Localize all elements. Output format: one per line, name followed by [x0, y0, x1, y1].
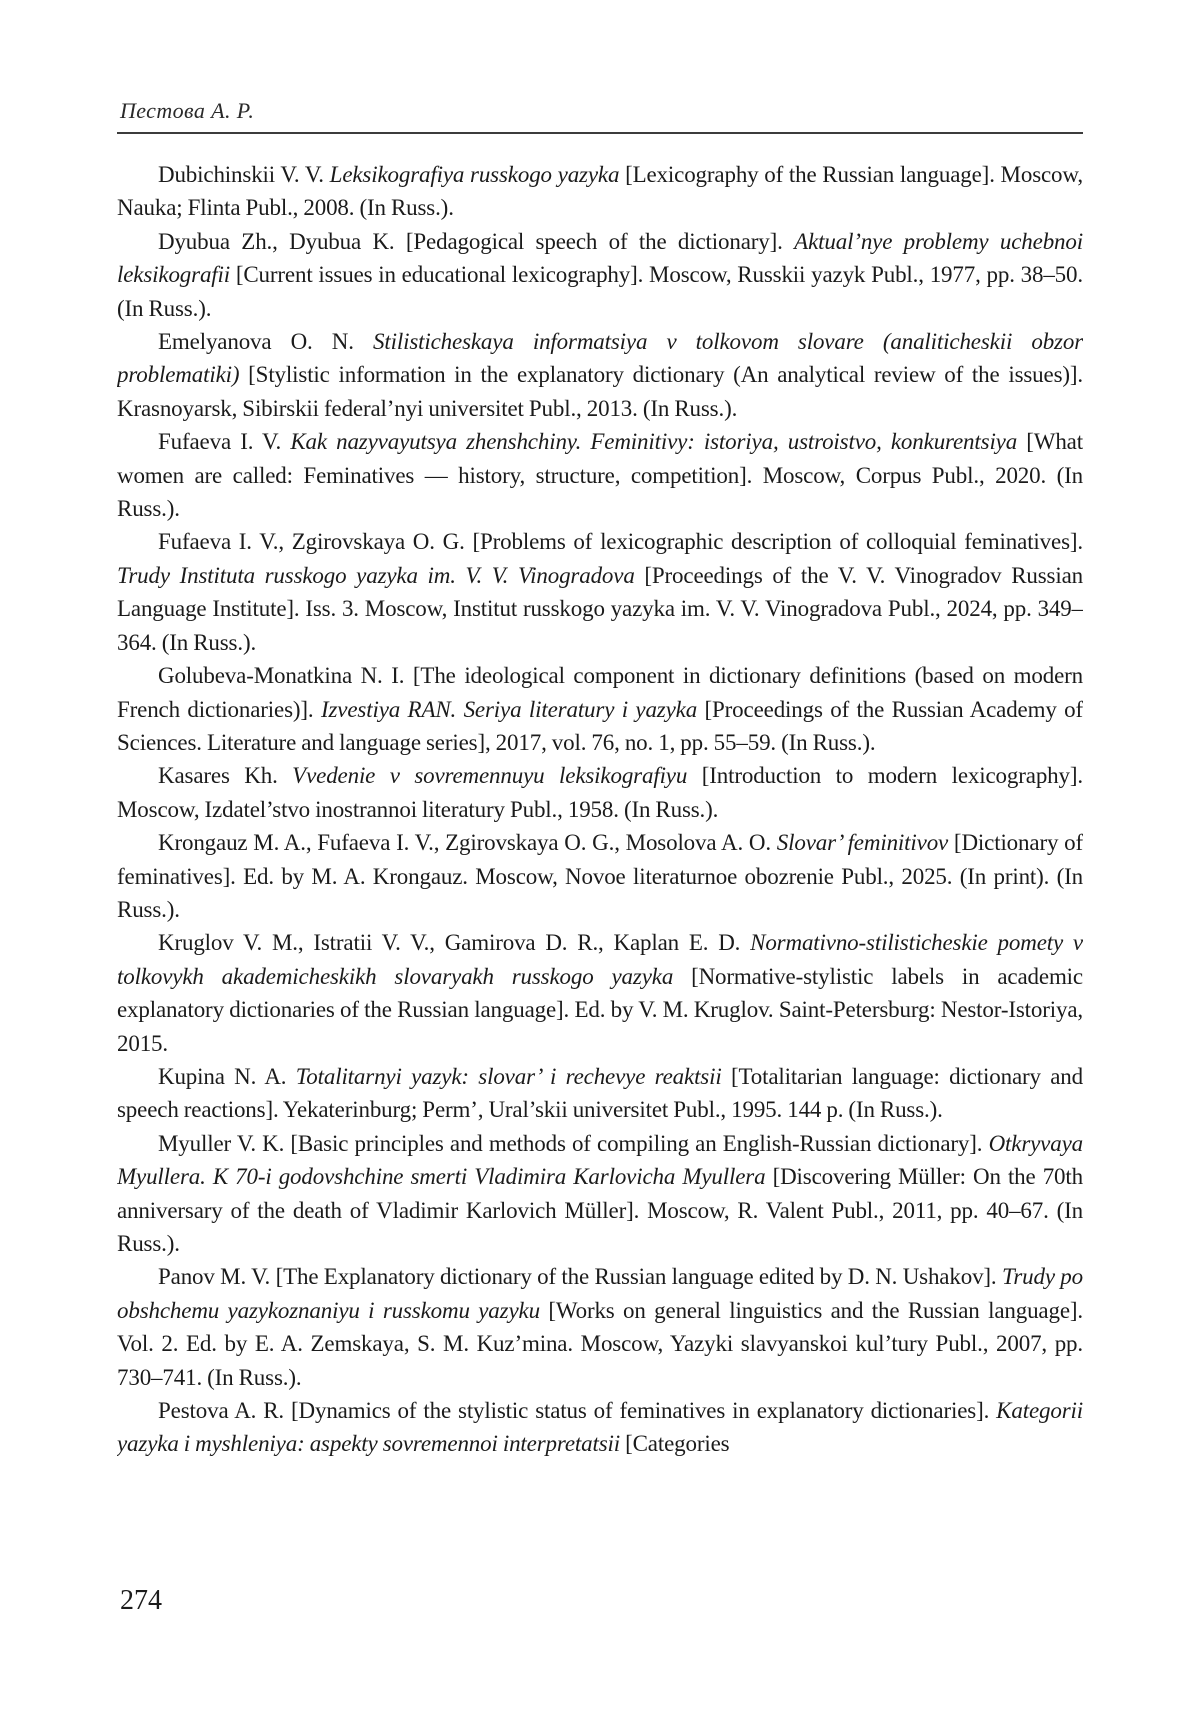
reference-entry	[117, 1060, 1083, 1127]
reference-entry	[117, 1260, 1083, 1394]
reference-text: [What women are called: Feminatives — history, structure, competition]. Moscow, Corpus Publ., 2020. (In Russ.).	[117, 429, 1083, 522]
reference-text: [Discovering Müller: On the 70th anniversary of the death of Vladimir Karlovich Müller]. Moscow, R. Valent Publ., 2011, pp. 40–67. (In Russ.).	[117, 1164, 1083, 1256]
reference-title-transliterated: Totalitarnyi yazyk: slovar’ i rechevye reaktsii	[295, 1063, 722, 1089]
reference-entry	[117, 926, 1083, 1060]
reference-title-transliterated: Kak nazyvayutsya zhenshchiny. Feminitivy: istoriya, ustroistvo, konkurentsiya	[290, 429, 1018, 455]
references-list	[117, 158, 1083, 1594]
reference-text: [Normative-stylistic labels in academic explanatory dictionaries of the Russian language]. Ed. by V. M. Kruglov. Saint-Petersburg: Nestor-Istoriya, 2015.	[117, 963, 1083, 1056]
reference-text: Pestova A. R. [Dynamics of the stylistic status of feminatives in explanatory dictionaries].	[158, 1398, 997, 1424]
reference-entry	[117, 759, 1083, 826]
reference-text: Fufaeva I. V.	[158, 429, 291, 455]
reference-text: [Totalitarian language: dictionary and speech reactions]. Yekaterinburg; Perm’, Ural’skii universitet Publ., 1995. 144 p. (In Russ.).	[117, 1063, 1083, 1123]
reference-text: Golubeva-Monatkina N. I. [The ideological component in dictionary definitions (based on modern French dictionaries)].	[117, 663, 1083, 722]
reference-text: [Lexicography of the Russian language]. Moscow, Nauka; Flinta Publ., 2008. (In Russ.).	[117, 162, 1083, 221]
reference-text: Emelyanova O. N.	[158, 329, 374, 355]
reference-title-transliterated: Kategorii yazyka i myshleniya: aspekty sovremennoi interpretatsii	[117, 1398, 1083, 1457]
page-number: 274	[120, 1585, 162, 1616]
reference-text: Kruglov V. M., Istratii V. V., Gamirova D. R., Kaplan E. D.	[158, 930, 751, 956]
reference-text: [Proceedings of the V. V. Vinogradov Russian Language Institute]. Iss. 3. Moscow, Institut russkogo yazyka im. V. V. Vinogradova Publ., 2024, pp. 349–364. (In Russ.).	[117, 562, 1083, 655]
reference-text: [Categories	[620, 1431, 730, 1457]
reference-text: [Works on general linguistics and the Russian language]. Vol. 2. Ed. by E. A. Zemskaya, S. M. Kuz’mina. Moscow, Yazyki slavyanskoi kul’tury Publ., 2007, pp. 730–741. (In Russ.).	[117, 1297, 1083, 1390]
reference-entry	[117, 425, 1083, 525]
header-rule	[117, 132, 1083, 134]
reference-title-transliterated: Otkryvaya Myullera. K 70-i godovshchine smerti Vladimira Karlovicha Myullera	[117, 1130, 1083, 1190]
reference-title-transliterated: Leksikografiya russkogo yazyka	[329, 162, 620, 187]
reference-title-transliterated: Stilisticheskaya informatsiya v tolkovom slovare (analiticheskii obzor problematiki)	[117, 329, 1083, 388]
reference-text: [Stylistic information in the explanatory dictionary (An analytical review of the issues)]. Krasnoyarsk, Sibirskii federal’nyi universitet Publ., 2013. (In Russ.).	[117, 362, 1083, 421]
reference-text: Dyubua Zh., Dyubua K. [Pedagogical speech of the dictionary].	[158, 228, 795, 254]
reference-text: [Proceedings of the Russian Academy of Sciences. Literature and language series], 2017, vol. 76, no. 1, pp. 55–59. (In Russ.).	[117, 696, 1083, 755]
reference-text: [Dictionary of feminatives]. Ed. by M. A. Krongauz. Moscow, Novoe literaturnoe obozrenie Publ., 2025. (In print). (In Russ.).	[117, 830, 1083, 922]
reference-title-transliterated: Aktual’nye problemy uchebnoi leksikografii	[117, 228, 1083, 288]
reference-entry	[117, 1127, 1083, 1261]
reference-entry	[117, 1394, 1083, 1461]
reference-title-transliterated: Trudy Instituta russkogo yazyka im. V. V. Vinogradova	[117, 562, 635, 588]
reference-text: Myuller V. K. [Basic principles and methods of compiling an English-Russian dictionary].	[158, 1130, 989, 1156]
reference-entry	[117, 525, 1083, 659]
reference-title-transliterated: Normativno-stilisticheskie pomety v tolkovykh akademicheskikh slovaryakh russkogo yazyka	[117, 930, 1083, 989]
reference-text: Kupina N. A.	[158, 1063, 296, 1089]
reference-text: Krongauz M. A., Fufaeva I. V., Zgirovskaya O. G., Mosolova A. O.	[158, 830, 777, 856]
reference-title-transliterated: Slovar’ feminitivov	[776, 830, 949, 856]
reference-text: Panov M. V. [The Explanatory dictionary of the Russian language edited by D. N. Ushakov].	[158, 1264, 1002, 1290]
reference-entry	[117, 158, 1083, 225]
reference-title-transliterated: Vvedenie v sovremennuyu leksikografiyu	[292, 763, 688, 789]
reference-text: Kasares Kh.	[158, 763, 293, 789]
reference-entry	[117, 325, 1083, 425]
reference-entry	[117, 225, 1083, 325]
reference-text: [Introduction to modern lexicography]. Moscow, Izdatel’stvo inostrannoi literatury Publ., 1958. (In Russ.).	[117, 763, 1083, 822]
reference-title-transliterated: Trudy po obshchemu yazykoznaniyu i russkomu yazyku	[117, 1264, 1083, 1323]
reference-entry	[117, 659, 1083, 759]
reference-entry	[117, 826, 1083, 926]
running-head-author: Пестова А. Р.	[120, 98, 255, 123]
reference-text: Dubichinskii V. V.	[158, 162, 330, 187]
reference-text: Fufaeva I. V., Zgirovskaya O. G. [Problems of lexicographic description of colloquial feminatives].	[158, 529, 1083, 555]
reference-text: [Current issues in educational lexicography]. Moscow, Russkii yazyk Publ., 1977, pp. 38–50. (In Russ.).	[117, 262, 1083, 321]
reference-title-transliterated: Izvestiya RAN. Seriya literatury i yazyka	[320, 696, 698, 722]
